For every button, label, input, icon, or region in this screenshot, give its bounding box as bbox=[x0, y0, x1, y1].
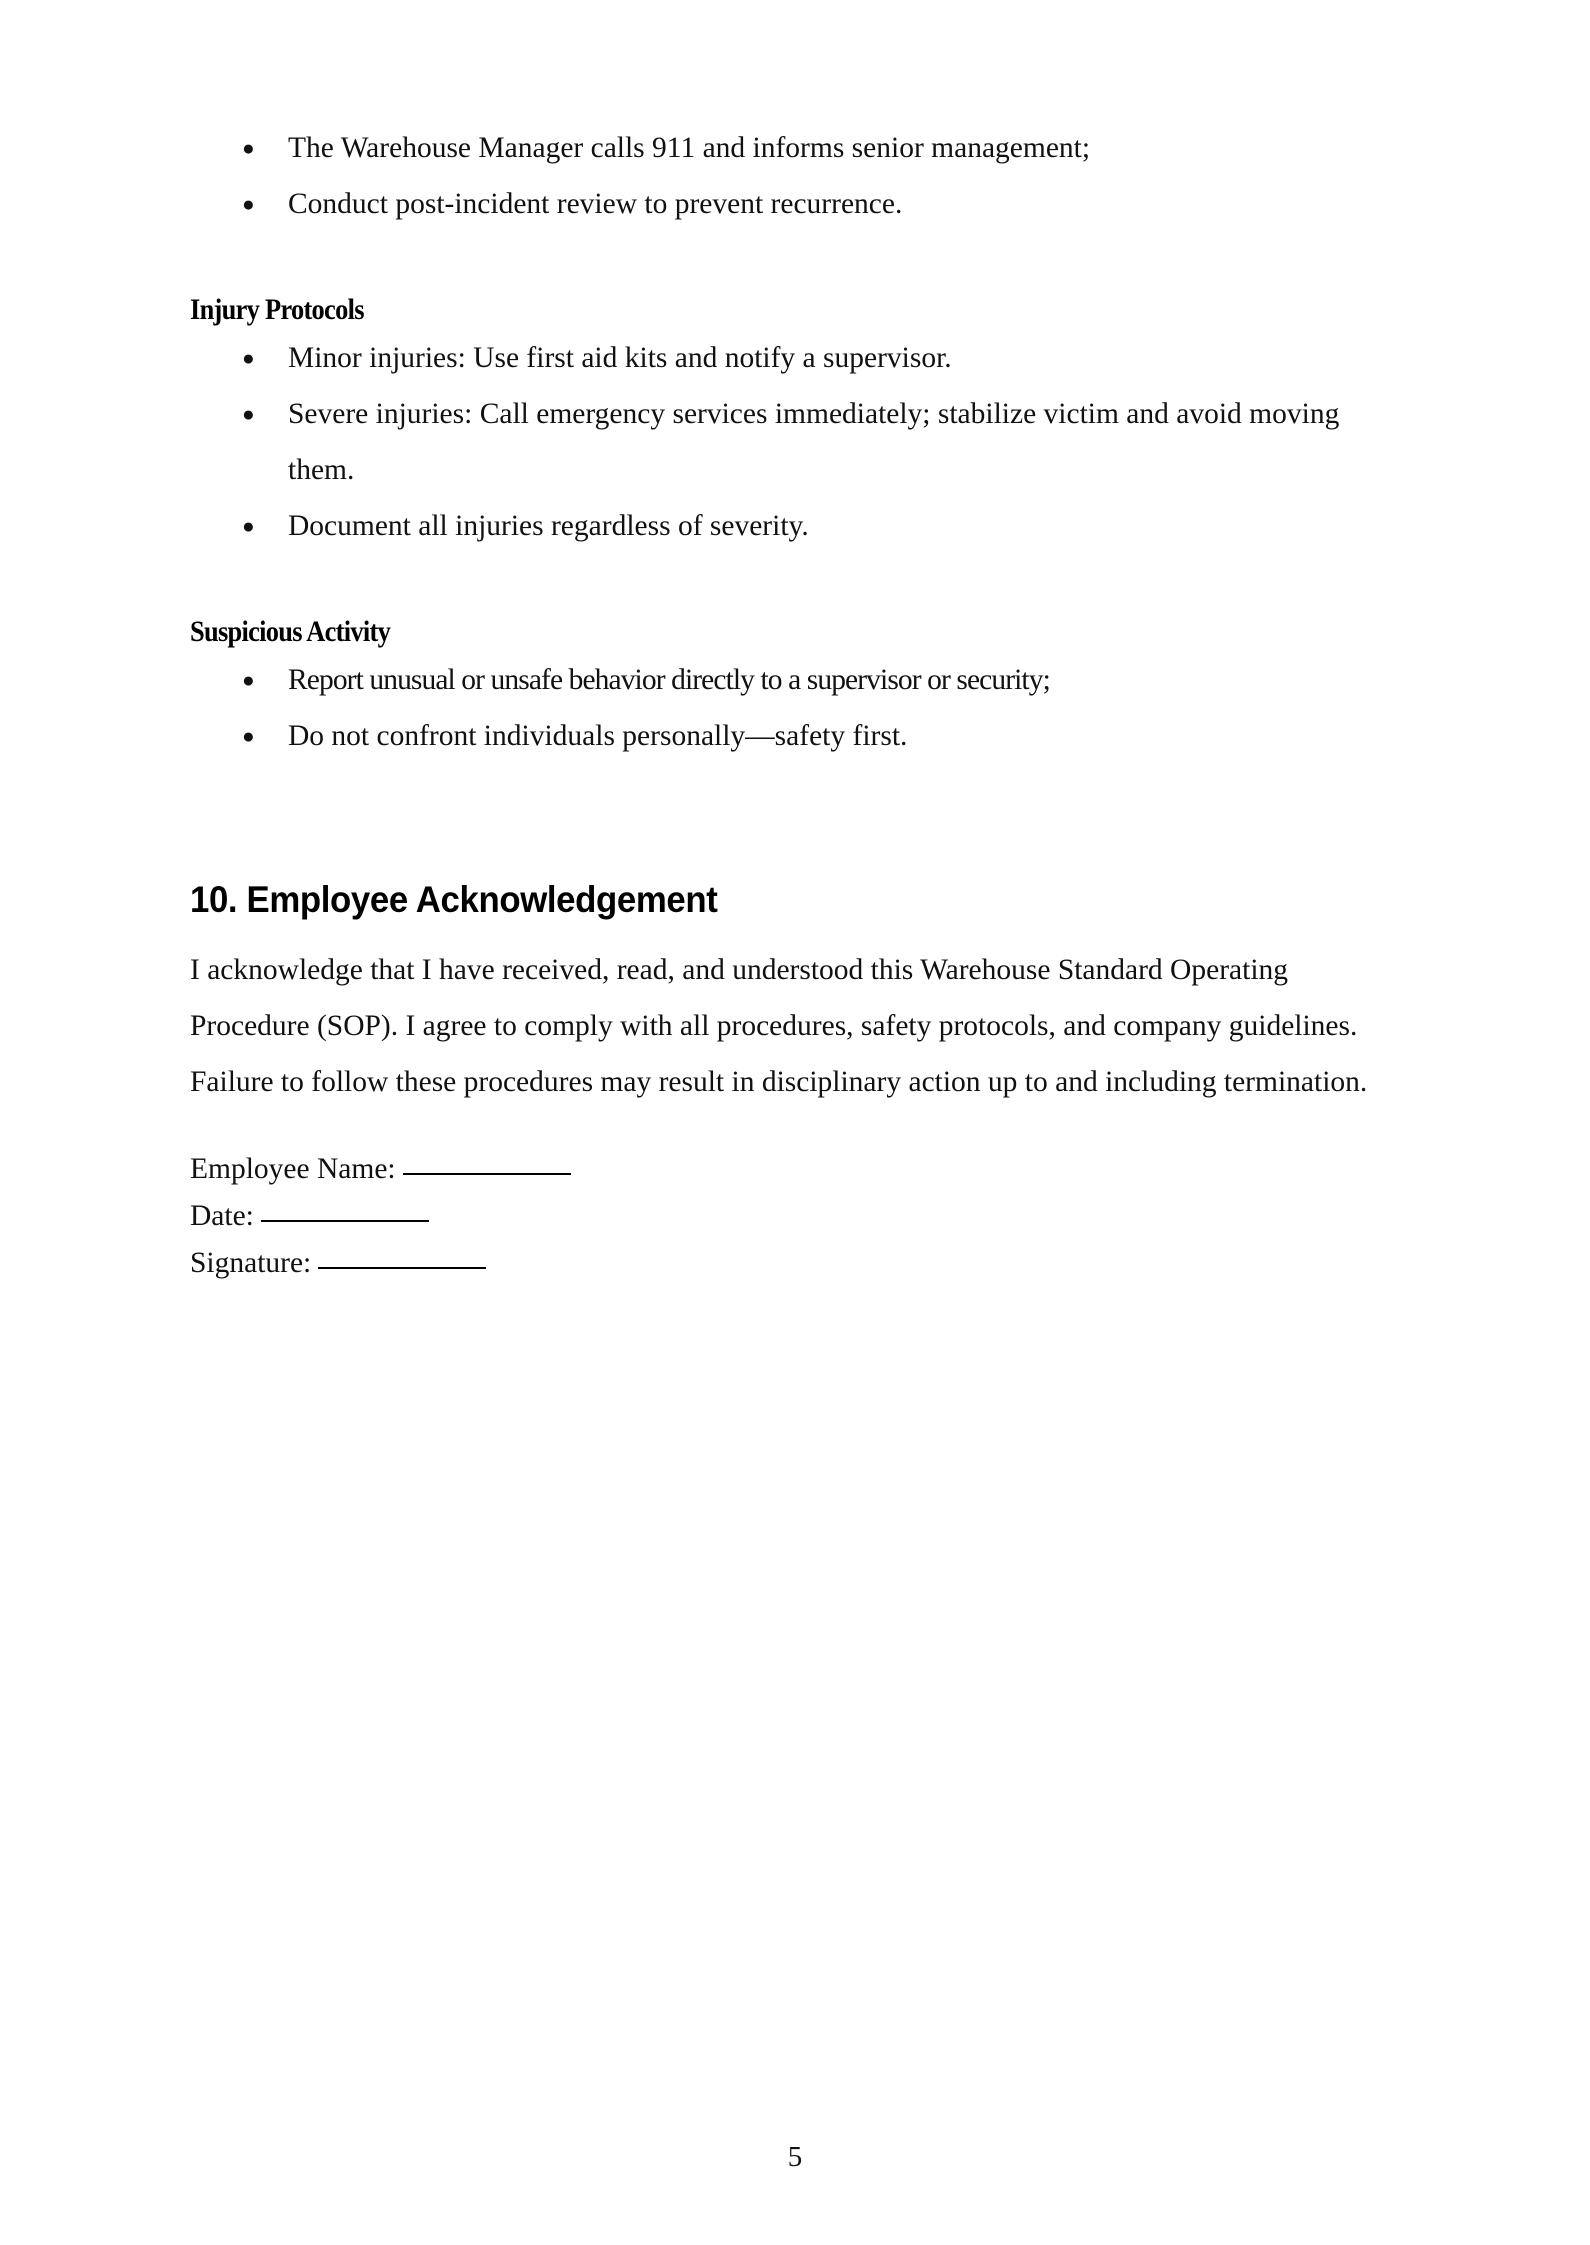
acknowledgement-paragraph: I acknowledge that I have received, read, and understood this Warehouse Standard Operating Procedure (SOP). I agree to comply with all procedures, safety protocols, and company guidelines. Failure to follow these procedures may result in disciplinary action up to and including termination. bbox=[190, 954, 1368, 1098]
page-number: 5 bbox=[787, 2141, 803, 2173]
list-item bbox=[190, 176, 1400, 232]
suspicious-activity-list bbox=[190, 652, 1400, 764]
spacer-after-injury-protocols bbox=[190, 554, 1400, 612]
injury-protocols-list bbox=[190, 330, 1400, 554]
list-item-text: Report unusual or unsafe behavior directly to a supervisor or security; bbox=[288, 664, 1050, 696]
spacer-after-continued-list bbox=[190, 232, 1400, 290]
bullet-dot-icon: ● bbox=[242, 346, 255, 370]
page-content bbox=[190, 0, 1400, 1287]
list-item-text: Do not confront individuals personally—safety first. bbox=[288, 720, 908, 752]
list-item-text: Severe injuries: Call emergency services immediately; stabilize victim and avoid moving them. bbox=[288, 398, 1340, 486]
list-item-text: Document all injuries regardless of severity. bbox=[288, 510, 809, 542]
spacer-before-signature-block bbox=[190, 1110, 1400, 1146]
date-input-rule[interactable] bbox=[261, 1220, 429, 1222]
list-item bbox=[190, 708, 1400, 764]
employee-name-label: Employee Name: bbox=[190, 1153, 396, 1185]
section-heading-employee-acknowledgement: 10. Employee Acknowledgement bbox=[190, 879, 718, 920]
list-item bbox=[190, 330, 1400, 386]
top-spacer bbox=[190, 0, 1400, 120]
signature-input-rule[interactable] bbox=[318, 1267, 486, 1269]
date-label: Date: bbox=[190, 1200, 254, 1232]
spacer-before-section-10 bbox=[190, 764, 1400, 876]
signature-block bbox=[190, 1146, 1400, 1287]
list-item-text: The Warehouse Manager calls 911 and informs senior management; bbox=[288, 132, 1091, 164]
signature-label: Signature: bbox=[190, 1247, 312, 1279]
employee-name-field-row bbox=[190, 1146, 1400, 1193]
subheading-injury-protocols: Injury Protocols bbox=[190, 293, 364, 326]
continued-bullet-list bbox=[190, 120, 1400, 232]
subheading-suspicious-activity: Suspicious Activity bbox=[190, 615, 391, 648]
list-item bbox=[190, 498, 1400, 554]
employee-name-input-rule[interactable] bbox=[403, 1173, 571, 1175]
bullet-dot-icon: ● bbox=[242, 724, 255, 748]
list-item bbox=[190, 386, 1400, 498]
list-item bbox=[190, 652, 1400, 708]
bullet-dot-icon: ● bbox=[242, 514, 255, 538]
list-item-text: Minor injuries: Use first aid kits and notify a supervisor. bbox=[288, 342, 952, 374]
bullet-dot-icon: ● bbox=[242, 136, 255, 160]
date-field-row bbox=[190, 1193, 1400, 1240]
bullet-dot-icon: ● bbox=[242, 668, 254, 692]
list-item-text: Conduct post-incident review to prevent recurrence. bbox=[288, 188, 903, 220]
bullet-dot-icon: ● bbox=[242, 192, 255, 216]
bullet-dot-icon: ● bbox=[242, 402, 255, 426]
list-item bbox=[190, 120, 1400, 176]
signature-field-row bbox=[190, 1240, 1400, 1287]
